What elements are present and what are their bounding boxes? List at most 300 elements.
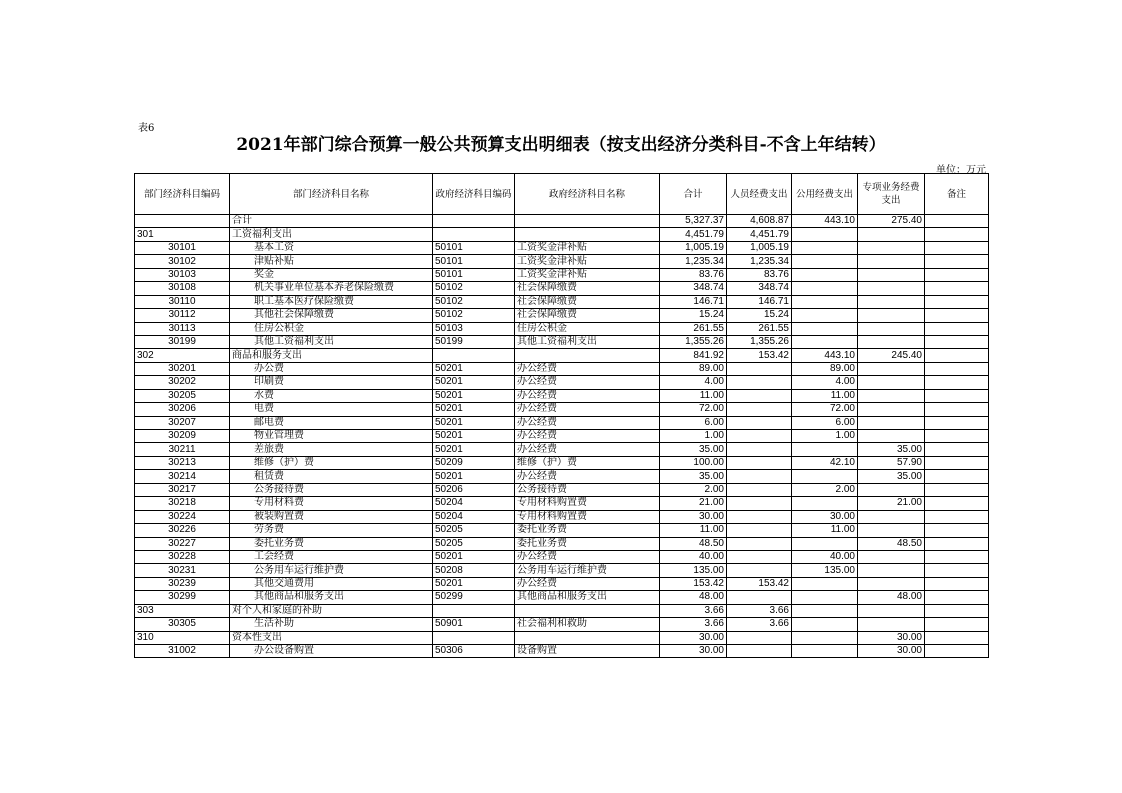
cell-note bbox=[925, 335, 989, 348]
cell-dept-code: 30231 bbox=[135, 564, 230, 577]
cell-special bbox=[858, 618, 925, 631]
cell-dept-code: 301 bbox=[135, 228, 230, 241]
cell-personnel: 4,608.87 bbox=[727, 215, 792, 228]
cell-note bbox=[925, 282, 989, 295]
cell-public bbox=[792, 604, 858, 617]
cell-note bbox=[925, 564, 989, 577]
cell-dept-name: 合计 bbox=[230, 215, 433, 228]
cell-note bbox=[925, 241, 989, 254]
cell-personnel bbox=[727, 362, 792, 375]
cell-dept-name: 职工基本医疗保险缴费 bbox=[230, 295, 433, 308]
cell-public bbox=[792, 295, 858, 308]
cell-special bbox=[858, 309, 925, 322]
table-row bbox=[135, 497, 989, 510]
cell-dept-code: 30239 bbox=[135, 577, 230, 590]
cell-special: 21.00 bbox=[858, 497, 925, 510]
cell-dept-name: 租赁费 bbox=[230, 470, 433, 483]
cell-gov-code: 50206 bbox=[433, 483, 515, 496]
cell-public: 443.10 bbox=[792, 215, 858, 228]
cell-personnel: 348.74 bbox=[727, 282, 792, 295]
cell-gov-code: 50199 bbox=[433, 335, 515, 348]
cell-special: 35.00 bbox=[858, 470, 925, 483]
cell-gov-name: 办公经费 bbox=[515, 389, 660, 402]
cell-personnel bbox=[727, 376, 792, 389]
cell-gov-code: 50101 bbox=[433, 241, 515, 254]
cell-personnel bbox=[727, 550, 792, 563]
cell-gov-name: 公务接待费 bbox=[515, 483, 660, 496]
cell-gov-name: 专用材料购置费 bbox=[515, 497, 660, 510]
header-personnel: 人员经费支出 bbox=[727, 174, 792, 215]
cell-gov-code: 50201 bbox=[433, 389, 515, 402]
cell-public bbox=[792, 443, 858, 456]
cell-public bbox=[792, 577, 858, 590]
table-row bbox=[135, 470, 989, 483]
cell-note bbox=[925, 550, 989, 563]
cell-special: 245.40 bbox=[858, 349, 925, 362]
cell-gov-name: 办公经费 bbox=[515, 443, 660, 456]
cell-gov-name bbox=[515, 604, 660, 617]
cell-gov-name: 办公经费 bbox=[515, 550, 660, 563]
cell-dept-name: 公务用车运行维护费 bbox=[230, 564, 433, 577]
cell-personnel bbox=[727, 443, 792, 456]
cell-public: 135.00 bbox=[792, 564, 858, 577]
cell-special: 48.00 bbox=[858, 591, 925, 604]
cell-dept-name: 其他交通费用 bbox=[230, 577, 433, 590]
cell-personnel: 4,451.79 bbox=[727, 228, 792, 241]
cell-public bbox=[792, 268, 858, 281]
cell-gov-code: 50201 bbox=[433, 443, 515, 456]
cell-special bbox=[858, 376, 925, 389]
table-row bbox=[135, 483, 989, 496]
cell-personnel bbox=[727, 591, 792, 604]
cell-personnel bbox=[727, 389, 792, 402]
cell-personnel: 153.42 bbox=[727, 349, 792, 362]
table-row bbox=[135, 618, 989, 631]
unit-label: 单位：万元 bbox=[936, 165, 986, 176]
cell-personnel bbox=[727, 430, 792, 443]
cell-total: 21.00 bbox=[660, 497, 727, 510]
cell-special bbox=[858, 255, 925, 268]
cell-personnel bbox=[727, 403, 792, 416]
cell-total: 89.00 bbox=[660, 362, 727, 375]
cell-dept-name: 办公设备购置 bbox=[230, 645, 433, 658]
cell-dept-name: 机关事业单位基本养老保险缴费 bbox=[230, 282, 433, 295]
cell-dept-code: 30213 bbox=[135, 456, 230, 469]
cell-gov-name: 委托业务费 bbox=[515, 524, 660, 537]
cell-gov-code: 50205 bbox=[433, 537, 515, 550]
cell-total: 1,235.34 bbox=[660, 255, 727, 268]
cell-gov-name: 其他工资福利支出 bbox=[515, 335, 660, 348]
table-number-label: 表6 bbox=[138, 123, 155, 134]
cell-gov-name bbox=[515, 349, 660, 362]
cell-public bbox=[792, 228, 858, 241]
cell-total: 40.00 bbox=[660, 550, 727, 563]
cell-special bbox=[858, 430, 925, 443]
cell-dept-code: 30224 bbox=[135, 510, 230, 523]
cell-note bbox=[925, 349, 989, 362]
cell-gov-name: 工资奖金津补贴 bbox=[515, 268, 660, 281]
cell-total: 48.50 bbox=[660, 537, 727, 550]
cell-note bbox=[925, 443, 989, 456]
cell-note bbox=[925, 322, 989, 335]
cell-total: 4.00 bbox=[660, 376, 727, 389]
table-row bbox=[135, 335, 989, 348]
cell-dept-name: 工资福利支出 bbox=[230, 228, 433, 241]
cell-special bbox=[858, 403, 925, 416]
cell-dept-name: 资本性支出 bbox=[230, 631, 433, 644]
cell-public: 89.00 bbox=[792, 362, 858, 375]
cell-personnel bbox=[727, 564, 792, 577]
cell-personnel: 153.42 bbox=[727, 577, 792, 590]
cell-dept-name: 被装购置费 bbox=[230, 510, 433, 523]
cell-dept-name: 邮电费 bbox=[230, 416, 433, 429]
cell-special bbox=[858, 416, 925, 429]
cell-dept-code: 30201 bbox=[135, 362, 230, 375]
cell-total: 4,451.79 bbox=[660, 228, 727, 241]
cell-dept-code: 30102 bbox=[135, 255, 230, 268]
table-row bbox=[135, 241, 989, 254]
cell-dept-code: 30199 bbox=[135, 335, 230, 348]
header-gov-name: 政府经济科目名称 bbox=[515, 174, 660, 215]
cell-special bbox=[858, 524, 925, 537]
header-public: 公用经费支出 bbox=[792, 174, 858, 215]
cell-dept-code: 30217 bbox=[135, 483, 230, 496]
cell-gov-code: 50204 bbox=[433, 497, 515, 510]
cell-dept-name: 商品和服务支出 bbox=[230, 349, 433, 362]
cell-gov-name: 住房公积金 bbox=[515, 322, 660, 335]
cell-dept-code: 30110 bbox=[135, 295, 230, 308]
cell-total: 15.24 bbox=[660, 309, 727, 322]
cell-gov-name: 工资奖金津补贴 bbox=[515, 241, 660, 254]
table-row bbox=[135, 376, 989, 389]
cell-note bbox=[925, 510, 989, 523]
cell-note bbox=[925, 376, 989, 389]
cell-public bbox=[792, 497, 858, 510]
cell-special: 275.40 bbox=[858, 215, 925, 228]
cell-total: 1,005.19 bbox=[660, 241, 727, 254]
cell-public bbox=[792, 618, 858, 631]
cell-dept-code: 30228 bbox=[135, 550, 230, 563]
cell-public: 42.10 bbox=[792, 456, 858, 469]
cell-personnel bbox=[727, 631, 792, 644]
cell-personnel bbox=[727, 524, 792, 537]
cell-gov-name: 办公经费 bbox=[515, 416, 660, 429]
cell-gov-code bbox=[433, 631, 515, 644]
cell-public: 30.00 bbox=[792, 510, 858, 523]
table-row bbox=[135, 309, 989, 322]
cell-personnel bbox=[727, 456, 792, 469]
cell-dept-code: 30202 bbox=[135, 376, 230, 389]
cell-special bbox=[858, 335, 925, 348]
cell-dept-name: 劳务费 bbox=[230, 524, 433, 537]
table-row bbox=[135, 295, 989, 308]
cell-dept-code: 30112 bbox=[135, 309, 230, 322]
cell-dept-code: 30103 bbox=[135, 268, 230, 281]
header-dept-code: 部门经济科目编码 bbox=[135, 174, 230, 215]
cell-gov-code: 50299 bbox=[433, 591, 515, 604]
cell-dept-name: 其他商品和服务支出 bbox=[230, 591, 433, 604]
cell-total: 2.00 bbox=[660, 483, 727, 496]
table-row bbox=[135, 349, 989, 362]
cell-gov-name: 社会保障缴费 bbox=[515, 295, 660, 308]
table-row bbox=[135, 456, 989, 469]
cell-gov-name: 办公经费 bbox=[515, 403, 660, 416]
cell-note bbox=[925, 577, 989, 590]
cell-total: 30.00 bbox=[660, 645, 727, 658]
cell-personnel: 146.71 bbox=[727, 295, 792, 308]
cell-note bbox=[925, 524, 989, 537]
cell-dept-name: 生活补助 bbox=[230, 618, 433, 631]
cell-gov-code: 50205 bbox=[433, 524, 515, 537]
cell-total: 6.00 bbox=[660, 416, 727, 429]
cell-dept-name: 物业管理费 bbox=[230, 430, 433, 443]
cell-gov-code: 50101 bbox=[433, 255, 515, 268]
table-row bbox=[135, 564, 989, 577]
table-row bbox=[135, 537, 989, 550]
cell-dept-name: 委托业务费 bbox=[230, 537, 433, 550]
cell-public: 4.00 bbox=[792, 376, 858, 389]
cell-dept-name: 办公费 bbox=[230, 362, 433, 375]
cell-total: 83.76 bbox=[660, 268, 727, 281]
cell-special bbox=[858, 604, 925, 617]
cell-dept-code: 310 bbox=[135, 631, 230, 644]
cell-gov-code bbox=[433, 604, 515, 617]
cell-note bbox=[925, 497, 989, 510]
cell-public bbox=[792, 335, 858, 348]
cell-gov-name: 社会保障缴费 bbox=[515, 282, 660, 295]
cell-gov-code: 50201 bbox=[433, 403, 515, 416]
table-row bbox=[135, 443, 989, 456]
cell-gov-code bbox=[433, 215, 515, 228]
cell-gov-code bbox=[433, 349, 515, 362]
table-row bbox=[135, 631, 989, 644]
cell-gov-code: 50201 bbox=[433, 362, 515, 375]
cell-dept-name: 工会经费 bbox=[230, 550, 433, 563]
cell-dept-code: 303 bbox=[135, 604, 230, 617]
cell-special bbox=[858, 577, 925, 590]
cell-dept-code: 30211 bbox=[135, 443, 230, 456]
cell-public bbox=[792, 241, 858, 254]
cell-gov-code: 50201 bbox=[433, 550, 515, 563]
cell-total: 3.66 bbox=[660, 604, 727, 617]
cell-note bbox=[925, 362, 989, 375]
cell-dept-code: 30108 bbox=[135, 282, 230, 295]
cell-dept-name: 差旅费 bbox=[230, 443, 433, 456]
cell-gov-name: 办公经费 bbox=[515, 362, 660, 375]
table-row bbox=[135, 228, 989, 241]
cell-note bbox=[925, 618, 989, 631]
cell-personnel: 1,235.34 bbox=[727, 255, 792, 268]
table-row bbox=[135, 577, 989, 590]
cell-public bbox=[792, 322, 858, 335]
cell-dept-code: 30113 bbox=[135, 322, 230, 335]
cell-gov-name bbox=[515, 631, 660, 644]
cell-gov-code bbox=[433, 228, 515, 241]
cell-personnel bbox=[727, 483, 792, 496]
cell-public bbox=[792, 537, 858, 550]
cell-public: 11.00 bbox=[792, 524, 858, 537]
cell-personnel bbox=[727, 537, 792, 550]
cell-total: 841.92 bbox=[660, 349, 727, 362]
cell-dept-code: 30207 bbox=[135, 416, 230, 429]
cell-gov-name: 维修（护）费 bbox=[515, 456, 660, 469]
cell-dept-code: 31002 bbox=[135, 645, 230, 658]
cell-personnel: 3.66 bbox=[727, 618, 792, 631]
cell-public bbox=[792, 645, 858, 658]
cell-note bbox=[925, 470, 989, 483]
table-row bbox=[135, 282, 989, 295]
cell-special bbox=[858, 228, 925, 241]
cell-note bbox=[925, 309, 989, 322]
cell-note bbox=[925, 631, 989, 644]
cell-special: 30.00 bbox=[858, 631, 925, 644]
cell-total: 30.00 bbox=[660, 510, 727, 523]
cell-note bbox=[925, 228, 989, 241]
table-row bbox=[135, 510, 989, 523]
cell-gov-name: 公务用车运行维护费 bbox=[515, 564, 660, 577]
cell-gov-name: 办公经费 bbox=[515, 577, 660, 590]
cell-gov-name: 委托业务费 bbox=[515, 537, 660, 550]
cell-dept-name: 公务接待费 bbox=[230, 483, 433, 496]
cell-total: 135.00 bbox=[660, 564, 727, 577]
table-row bbox=[135, 403, 989, 416]
cell-note bbox=[925, 430, 989, 443]
table-header-row bbox=[135, 174, 989, 215]
cell-personnel bbox=[727, 416, 792, 429]
cell-total: 5,327.37 bbox=[660, 215, 727, 228]
cell-total: 3.66 bbox=[660, 618, 727, 631]
cell-gov-name: 办公经费 bbox=[515, 430, 660, 443]
cell-gov-code: 50101 bbox=[433, 268, 515, 281]
cell-gov-name: 设备购置 bbox=[515, 645, 660, 658]
cell-special bbox=[858, 564, 925, 577]
table-row bbox=[135, 591, 989, 604]
cell-gov-name: 办公经费 bbox=[515, 376, 660, 389]
cell-total: 48.00 bbox=[660, 591, 727, 604]
cell-dept-code: 30226 bbox=[135, 524, 230, 537]
cell-dept-name: 其他工资福利支出 bbox=[230, 335, 433, 348]
cell-note bbox=[925, 645, 989, 658]
cell-note bbox=[925, 403, 989, 416]
cell-special bbox=[858, 322, 925, 335]
cell-personnel: 15.24 bbox=[727, 309, 792, 322]
table-row bbox=[135, 550, 989, 563]
cell-note bbox=[925, 483, 989, 496]
cell-note bbox=[925, 604, 989, 617]
cell-dept-name: 住房公积金 bbox=[230, 322, 433, 335]
cell-dept-name: 电费 bbox=[230, 403, 433, 416]
cell-gov-code: 50204 bbox=[433, 510, 515, 523]
cell-gov-code: 50201 bbox=[433, 470, 515, 483]
cell-total: 100.00 bbox=[660, 456, 727, 469]
cell-gov-code: 50306 bbox=[433, 645, 515, 658]
cell-dept-name: 印刷费 bbox=[230, 376, 433, 389]
cell-dept-name: 基本工资 bbox=[230, 241, 433, 254]
cell-special bbox=[858, 362, 925, 375]
cell-special: 48.50 bbox=[858, 537, 925, 550]
cell-gov-code: 50209 bbox=[433, 456, 515, 469]
cell-dept-name: 水费 bbox=[230, 389, 433, 402]
table-row bbox=[135, 430, 989, 443]
cell-dept-code: 30218 bbox=[135, 497, 230, 510]
cell-public bbox=[792, 631, 858, 644]
cell-personnel: 83.76 bbox=[727, 268, 792, 281]
cell-gov-code: 50102 bbox=[433, 309, 515, 322]
expenditure-table bbox=[134, 173, 989, 658]
cell-public bbox=[792, 255, 858, 268]
cell-total: 348.74 bbox=[660, 282, 727, 295]
cell-total: 35.00 bbox=[660, 470, 727, 483]
cell-note bbox=[925, 416, 989, 429]
cell-special bbox=[858, 282, 925, 295]
table-row bbox=[135, 645, 989, 658]
cell-public: 1.00 bbox=[792, 430, 858, 443]
cell-total: 261.55 bbox=[660, 322, 727, 335]
cell-public: 40.00 bbox=[792, 550, 858, 563]
cell-total: 1.00 bbox=[660, 430, 727, 443]
cell-public: 11.00 bbox=[792, 389, 858, 402]
cell-gov-name: 社会保障缴费 bbox=[515, 309, 660, 322]
cell-gov-code: 50201 bbox=[433, 577, 515, 590]
cell-gov-code: 50103 bbox=[433, 322, 515, 335]
cell-note bbox=[925, 537, 989, 550]
cell-dept-name: 其他社会保障缴费 bbox=[230, 309, 433, 322]
cell-dept-name: 对个人和家庭的补助 bbox=[230, 604, 433, 617]
cell-special: 35.00 bbox=[858, 443, 925, 456]
cell-personnel bbox=[727, 645, 792, 658]
cell-gov-code: 50201 bbox=[433, 416, 515, 429]
cell-dept-code: 30214 bbox=[135, 470, 230, 483]
cell-dept-code: 30227 bbox=[135, 537, 230, 550]
cell-dept-name: 奖金 bbox=[230, 268, 433, 281]
cell-public: 2.00 bbox=[792, 483, 858, 496]
cell-total: 30.00 bbox=[660, 631, 727, 644]
cell-dept-code: 30205 bbox=[135, 389, 230, 402]
cell-special bbox=[858, 510, 925, 523]
cell-total: 153.42 bbox=[660, 577, 727, 590]
cell-dept-code: 30299 bbox=[135, 591, 230, 604]
cell-dept-code: 302 bbox=[135, 349, 230, 362]
cell-dept-code bbox=[135, 215, 230, 228]
cell-note bbox=[925, 389, 989, 402]
table-row bbox=[135, 389, 989, 402]
cell-note bbox=[925, 456, 989, 469]
cell-public bbox=[792, 470, 858, 483]
cell-gov-code: 50201 bbox=[433, 430, 515, 443]
header-dept-name: 部门经济科目名称 bbox=[230, 174, 433, 215]
cell-gov-name: 专用材料购置费 bbox=[515, 510, 660, 523]
header-special: 专项业务经费支出 bbox=[858, 174, 925, 215]
table-row bbox=[135, 215, 989, 228]
cell-gov-name: 其他商品和服务支出 bbox=[515, 591, 660, 604]
cell-gov-name: 社会福利和救助 bbox=[515, 618, 660, 631]
cell-note bbox=[925, 295, 989, 308]
cell-total: 11.00 bbox=[660, 524, 727, 537]
cell-gov-code: 50208 bbox=[433, 564, 515, 577]
header-total: 合计 bbox=[660, 174, 727, 215]
table-row bbox=[135, 416, 989, 429]
cell-special: 30.00 bbox=[858, 645, 925, 658]
cell-dept-code: 30101 bbox=[135, 241, 230, 254]
cell-gov-name bbox=[515, 228, 660, 241]
cell-personnel bbox=[727, 497, 792, 510]
cell-total: 72.00 bbox=[660, 403, 727, 416]
table-row bbox=[135, 362, 989, 375]
cell-special bbox=[858, 483, 925, 496]
cell-personnel: 1,005.19 bbox=[727, 241, 792, 254]
cell-gov-code: 50102 bbox=[433, 282, 515, 295]
cell-public: 6.00 bbox=[792, 416, 858, 429]
